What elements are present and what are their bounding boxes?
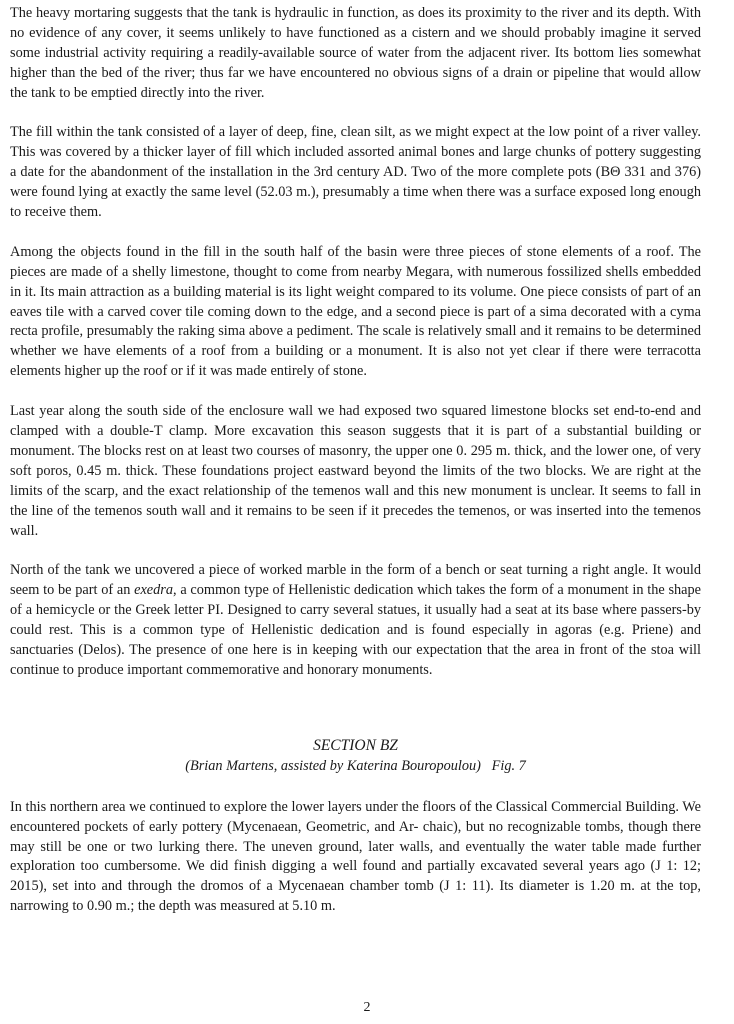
section-title: SECTION BZ [313,736,398,754]
paragraph-tank-fill: The fill within the tank consisted of a layer of deep, fine, clean silt, as we might expect at the low point of a river valley. This was covered by a thicker layer of fill which included assorted animal bones and large chunks of pottery suggesting a date for the abandonment of the installation in the 3rd century AD. Two of the more complete pots (BΘ 331 and 376) were found lying at exactly the same level (52.03 m.), presumably a time when there was a surface exposed long enough to receive them. [10,124,701,221]
section-spacer [10,681,701,735]
page-number: 2 [363,1000,371,1015]
section-credit: (Brian Martens, assisted by Katerina Bouropoulou) Fig. 7 [185,757,526,774]
exedra-text-after: , a common type of Hellenistic dedication which takes the form of a monument in the shape of a hemicycle or the Greek letter PI. Designed to carry several statues, it usually had a seat at its base where passers-by could rest. This is a common type of Hellenistic dedication and is found especially in agoras (e.g. Priene) and sanctuaries (Delos). The presence of one here is in keeping with our expectation that the area in front of the stoa will continue to produce important commemorative and honorary monuments. [10,582,701,678]
paragraph-tank-function: The heavy mortaring suggests that the tank is hydraulic in function, as does its proximity to the river and its depth. With no evidence of any cover, it seems unlikely to have functioned as a cistern and we should probably imagine it served some industrial activity requiring a readily-available source of water from the adjacent river. Its bottom lies somewhat higher than the bed of the river; thus far we have encountered no obvious signs of a drain or pipeline that would allow the tank to be emptied directly into the river. [10,5,701,101]
paragraph-spacer [10,223,701,243]
document-page [10,4,701,917]
exedra-italic-term: exedra [134,582,173,599]
paragraph-spacer [10,541,701,561]
paragraph-limestone-blocks: Last year along the south side of the enclosure wall we had exposed two squared limestone blocks set end-to-end and clamped with a double-T clamp. More excavation this season suggests that it is part of a substantial building or monument. The blocks rest on at least two courses of masonry, the upper one 0. 295 m. thick, and the lower one, of very soft poros, 0.45 m. thick. These foundations project eastward beyond the limits of the two blocks. We are right at the limits of the scarp, and the exact relationship of the temenos wall and this new monument is unclear. It seems to fall in the line of the temenos south wall and it remains to be seen if it precedes the temenos, or was inserted into the temenos wall. [10,403,701,539]
paragraph-spacer [10,382,701,402]
paragraph-roof-elements: Among the objects found in the fill in the south half of the basin were three pieces of stone elements of a roof. The pieces are made of a shelly limestone, thought to come from nearby Megara, with numerous fossilized shells embedded in it. Its main attraction as a building material is its light weight compared to its volume. One piece consists of part of an eaves tile with a carved cover tile coming down to the edge, and a second piece is part of a sima decorated with a cyma recta profile, presumably the raking sima above a pediment. The scale is relatively small and it remains to be determined whether we have elements of a roof from a building or a monument. It is also not yet clear if there were terracotta elements higher up the roof or if it was made entirely of stone. [10,243,701,380]
exedra-text-before: North of the tank we uncovered a piece of worked marble in the form of a bench or seat turning a right angle. It would seem to be part of an [10,562,701,599]
section-spacer [10,776,701,798]
paragraph-exedra [10,561,701,680]
paragraph-section-bz: In this northern area we continued to explore the lower layers under the floors of the Classical Commercial Building. We encountered pockets of early pottery (Mycenaean, Geometric, and Ar- chaic), but no recognizable tombs, though there may still be one or two lurking there. The uneven ground, later walls, and eventually the water table made further exploration too cumbersome. We did finish digging a well found and partially excavated several years ago (J 1: 12; 2015), set into and through the dromos of a Mycenaean chamber tomb (J 1: 11). Its diameter is 1.20 m. at the top, narrowing to 0.90 m.; the depth was measured at 5.10 m. [10,798,701,915]
paragraph-spacer [10,104,701,124]
